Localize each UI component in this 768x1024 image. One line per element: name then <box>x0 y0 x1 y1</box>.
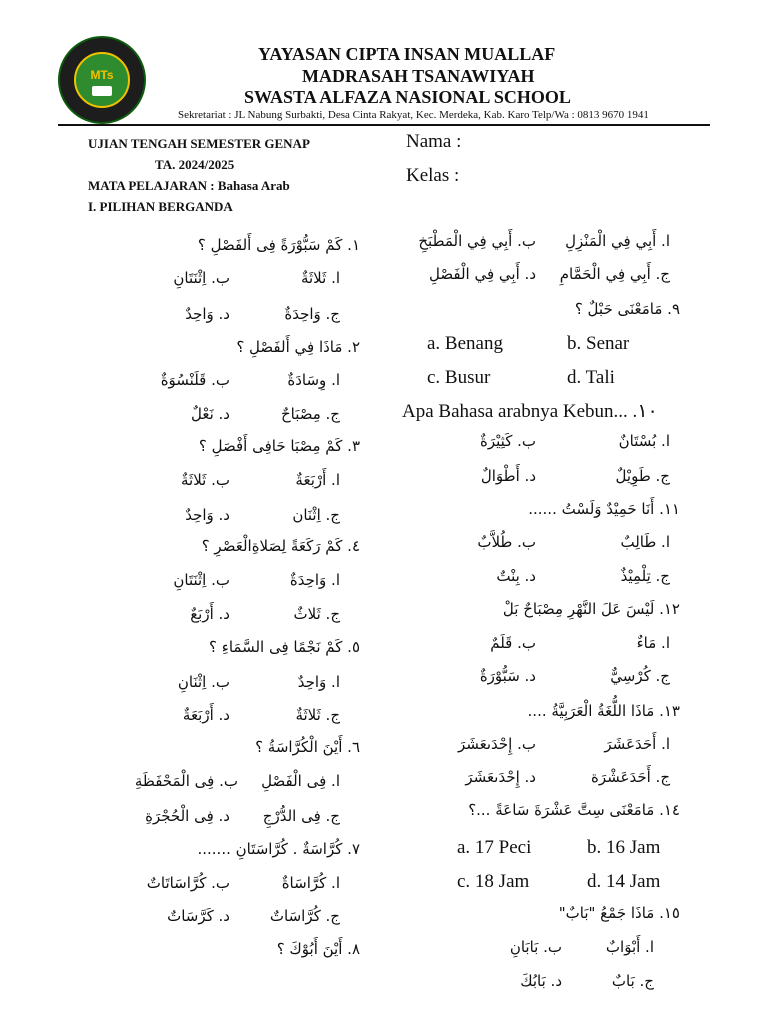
q5-option-b: ب. اِثْنَانِ <box>177 673 230 691</box>
secretariat-address: Sekretariat : JL Nabung Surbakti, Desa Cinta Rakyat, Kec. Merdeka, Kab. Karo Telp/Wa : 0813 9670 1941 <box>178 109 649 121</box>
q3-option-c: ج. اِثْنَان <box>292 506 340 524</box>
q8-option-d: د. أَبِي فِي الْفَصْلِ <box>429 265 536 283</box>
q10-option-b: ب. كَثِيْرَةٌ <box>480 432 536 450</box>
question-4: ٤. كَمْ رَكَعَةً لِصَلاةِالْعَصْرِ ؟ <box>201 537 360 555</box>
q4-option-b: ب. اِثْنَتَانِ <box>173 571 230 589</box>
logo-text: MTs <box>90 68 114 82</box>
logo-emblem <box>74 52 130 108</box>
q6-option-d: د. فِى الْحُجْرَةِ <box>145 807 230 825</box>
question-3: ٣. كَمْ مِصْبَا حَافِى أَفْصَلِ ؟ <box>198 437 360 455</box>
q9-option-c: c. Busur <box>427 367 491 388</box>
question-5: ٥. كَمْ نَجْمًا فِى السَّمَاءِ ؟ <box>209 638 360 656</box>
q9-option-a: a. Benang <box>427 333 503 354</box>
question-6: ٦. أَيْنَ الْكُرَّاسَةُ ؟ <box>255 738 360 756</box>
question-8: ٨. أَيْنَ أَبُوْكَ ؟ <box>276 940 360 958</box>
q1-option-b: ب. اِثْنَتَانِ <box>173 269 230 287</box>
q9-option-d: d. Tali <box>567 367 615 388</box>
question-11: ١١. أَنَا حَمِيْدٌ وَلَسْتُ ...... <box>528 500 680 518</box>
q1-option-a: ا. ثَلاثَةٌ <box>300 269 340 287</box>
q4-option-d: د. أَرْبَعٌ <box>190 605 230 623</box>
class-label: Kelas : <box>406 165 460 186</box>
q10-option-a: ا. بُسْتَانٌ <box>618 432 670 450</box>
header-divider <box>58 124 710 126</box>
q1-option-d: د. وَاحِدٌ <box>185 305 230 323</box>
q3-option-d: د. وَاحِدٌ <box>185 506 230 524</box>
q12-option-b: ب. قَلَمٌ <box>490 634 536 652</box>
q5-option-a: ا. وَاحِدٌ <box>297 673 340 691</box>
q15-option-c: ج. بَابٌ <box>611 972 654 990</box>
q14-option-d: d. 14 Jam <box>587 871 661 892</box>
q4-option-a: ا. وَاحِدَةٌ <box>289 571 340 589</box>
question-15: ١٥. مَاذَا جَمْعُ "بَابٌ" <box>558 904 680 922</box>
q11-option-d: د. بِنْتٌ <box>496 567 536 585</box>
q13-option-b: ب. إِحْدَىعَشَرَ <box>457 735 536 753</box>
question-7: ٧. كُرَّاسَةٌ . كُرَّاسَتَانِ ....... <box>197 840 360 858</box>
q15-option-d: د. بَابُكَ <box>520 972 562 990</box>
q11-option-b: ب. طُلاَّبٌ <box>477 533 536 551</box>
q7-option-b: ب. كُرَّاسَاتَاتٌ <box>146 874 230 892</box>
q8-option-c: ج. أَبِي فِي الْحَمَّامِ <box>559 265 670 283</box>
question-9: ٩. مَامَعْنَى حَبْلٌ ؟ <box>574 300 680 318</box>
q2-option-b: ب. قَلَنْسُوَةٌ <box>160 371 230 389</box>
question-2: ٢. مَاذَا فِي أَلفَصْلِ ؟ <box>236 338 360 356</box>
question-1: ١. كَمْ سَبُّوْرَةً فِى أَلفَصْلِ ؟ <box>197 236 360 254</box>
q8-option-a: ا. أَبِي فِي الْمَنْزِلِ <box>565 232 670 250</box>
q7-option-c: ج. كُرَّاسَاتٌ <box>269 907 340 925</box>
q6-option-c: ج. فِى الدُّرْجِ <box>262 807 340 825</box>
q4-option-c: ج. ثَلاثٌ <box>293 605 340 623</box>
exam-title: UJIAN TENGAH SEMESTER GENAP <box>88 136 310 151</box>
q13-option-d: د. إِحْدَىعَشَرَ <box>465 768 536 786</box>
q2-option-c: ج. مِصْبَاحٌ <box>280 405 340 423</box>
foundation-name: YAYASAN CIPTA INSAN MUALLAF <box>258 44 556 64</box>
q8-option-b: ب. أَبِي فِي الْمَطْبَخِ <box>418 232 536 250</box>
q14-option-a: a. 17 Peci <box>457 837 532 858</box>
exam-subject: MATA PELAJARAN : Bahasa Arab <box>88 178 290 193</box>
question-14: ١٤. مَامَعْنَى سِتَّ عَشْرَةَ سَاعَةً ...؟ <box>468 801 680 819</box>
q15-option-a: ا. أَبْوَابٌ <box>605 938 654 956</box>
book-icon <box>92 86 112 96</box>
q6-option-a: ا. فِى الْفَصْلِ <box>261 772 340 790</box>
question-10: Apa Bahasa arabnya Kebun... .١٠ <box>402 401 658 422</box>
school-logo <box>58 36 146 124</box>
q5-option-d: د. أَرْبَعَةٌ <box>182 706 230 724</box>
q11-option-a: ا. طَالِبٌ <box>620 533 670 551</box>
name-label: Nama : <box>406 131 462 152</box>
q13-option-c: ج. أَحَدَعَشْرَة <box>591 768 670 786</box>
q6-option-b: ب. فِى الْمَحْفَظَةِ <box>134 772 238 790</box>
q14-option-b: b. 16 Jam <box>587 837 661 858</box>
q2-option-a: ا. وِسَادَةٌ <box>287 371 340 389</box>
q15-option-b: ب. بَابَانِ <box>509 938 562 956</box>
q7-option-d: د. كَرَّسَاتٌ <box>167 907 230 925</box>
q5-option-c: ج. ثَلاثَةٌ <box>295 706 340 724</box>
madrasah-name: MADRASAH TSANAWIYAH <box>302 66 535 86</box>
q13-option-a: ا. أَحَدَعَشَرَ <box>604 735 670 753</box>
q2-option-d: د. نَعْلٌ <box>191 405 230 423</box>
exam-section: I. PILIHAN BERGANDA <box>88 199 233 214</box>
q1-option-c: ج. وَاحِدَةٌ <box>284 305 340 323</box>
q11-option-c: ج. تِلْمِيْذٌ <box>620 567 670 585</box>
q10-option-d: د. أَطْوَالٌ <box>480 467 536 485</box>
question-12: ١٢. لَيْسَ عَلَ النَّهْرِ مِصْبَاحٌ بَلْ <box>502 600 680 618</box>
q9-option-b: b. Senar <box>567 333 630 354</box>
q12-option-d: د. سَبُّوْرَةٌ <box>479 667 536 685</box>
q12-option-a: ا. مَاءٌ <box>636 634 670 652</box>
q7-option-a: ا. كُرَّاسَاةٌ <box>281 874 340 892</box>
q3-option-a: ا. أَرْبَعَةٌ <box>295 471 340 489</box>
question-13: ١٣. مَاذَا اللُّغَةُ الْعَرَبِيَّةُ .... <box>527 702 680 720</box>
q12-option-c: ج. كُرْسِيٌّ <box>610 667 670 685</box>
school-name: SWASTA ALFAZA NASIONAL SCHOOL <box>244 87 571 107</box>
q14-option-c: c. 18 Jam <box>457 871 530 892</box>
exam-year: TA. 2024/2025 <box>155 157 235 172</box>
q10-option-c: ج. طَوِيْلٌ <box>615 467 670 485</box>
q3-option-b: ب. ثَلاثَةٌ <box>181 471 230 489</box>
